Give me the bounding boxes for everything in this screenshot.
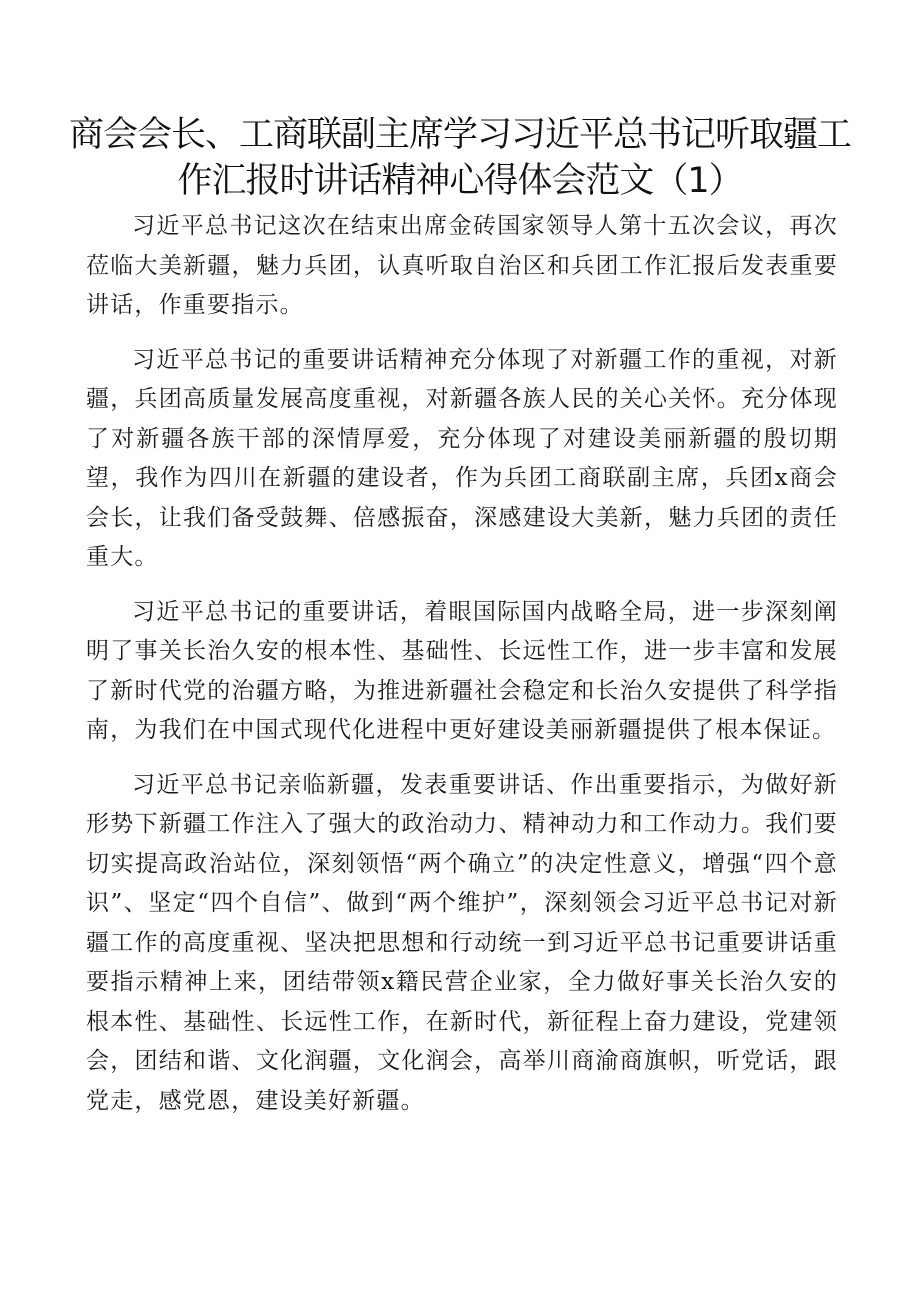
paragraph: 习近平总书记这次在结束出席金砖国家领导人第十五次会议，再次莅临大美新疆，魅力兵团，认真听取自治区和兵团工作汇报后发表重要讲话，作重要指示。 [86,213,838,318]
paragraph: 习近平总书记亲临新疆，发表重要讲话、作出重要指示，为做好新形势下新疆工作注入了强大的政治动力、精神动力和工作动力。我们要切实提高政治站位，深刻领悟“两个确立”的决定性意义，增强“四个意识”、坚定“四个自信”、做到“两个维护”，深刻领会习近平总书记对新疆工作的高度重视、坚决把思想和行动统一到习近平总书记重要讲话重要指示精神上来，团结带领x籍民营企业家，全力做好事关长治久安的根本性、基础性、长远性工作，在新时代，新征程上奋力建设，党建领会，团结和谐、文化润疆，文化润会，高举川商渝商旗帜，听党话，跟党走，感党恩，建设美好新疆。 [86,771,838,1114]
document-title: 商会会长、工商联副主席学习习近平总书记听取疆工作汇报时讲话精神心得体会范文（1） [68,115,851,201]
paragraph: 习近平总书记的重要讲话，着眼国际国内战略全局，进一步深刻阐明了事关长治久安的根本性、基础性、长远性工作，进一步丰富和发展了新时代党的治疆方略，为推进新疆社会稳定和长治久安提供了科学指南，为我们在中国式现代化进程中更好建设美丽新疆提供了根本保证。 [86,598,838,743]
document-body [86,207,838,1136]
paragraph: 习近平总书记的重要讲话精神充分体现了对新疆工作的重视，对新疆，兵团高质量发展高度重视，对新疆各族人民的关心关怀。充分体现了对新疆各族干部的深情厚爱，充分体现了对建设美丽新疆的殷切期望，我作为四川在新疆的建设者，作为兵团工商联副主席，兵团x商会会长，让我们备受鼓舞、倍感振奋，深感建设大美新，魅力兵团的责任重大。 [86,346,838,570]
